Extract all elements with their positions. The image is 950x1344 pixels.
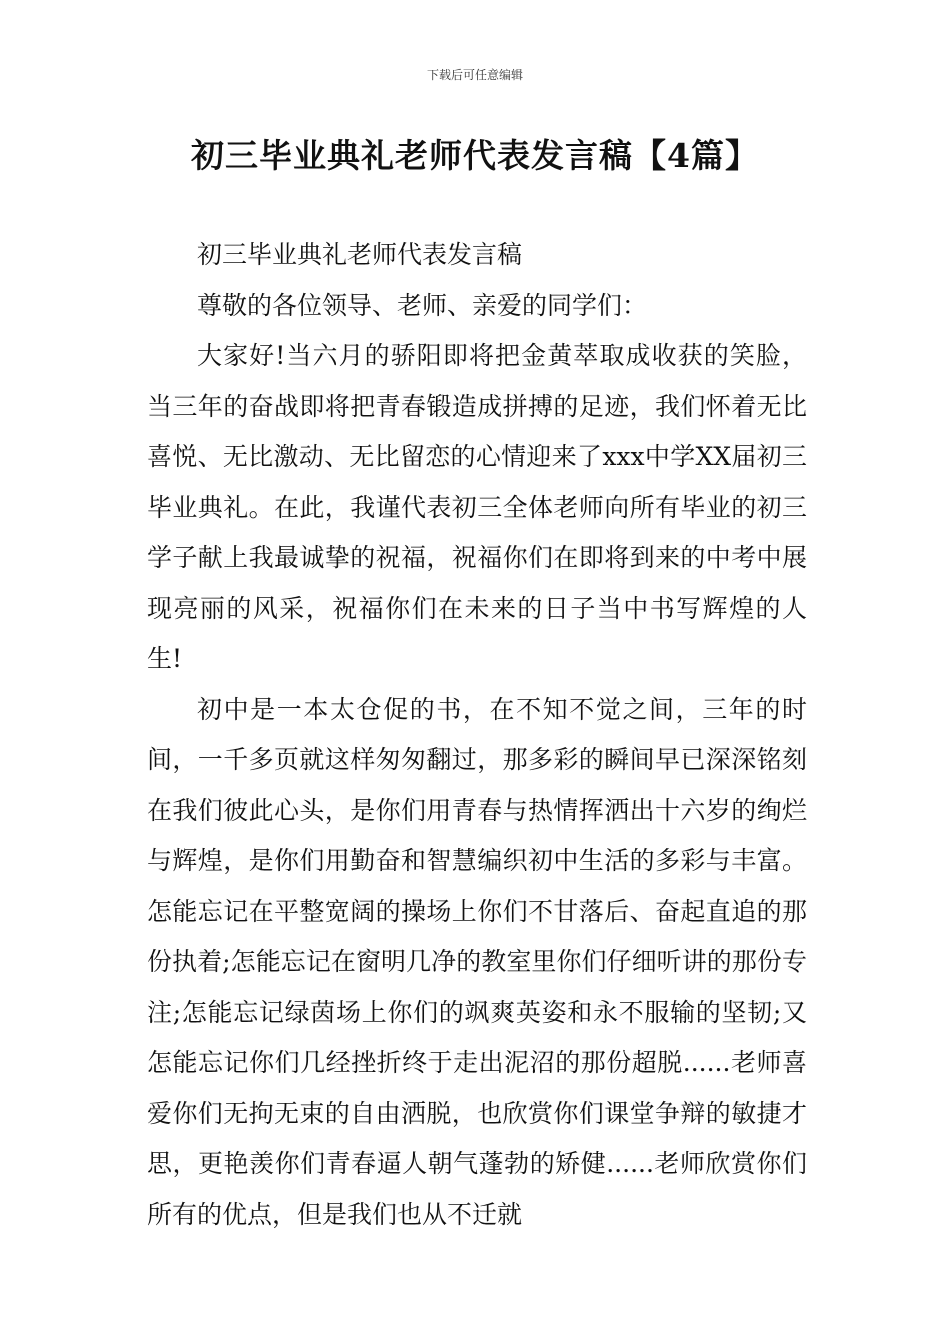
body-paragraph: 初中是一本太仓促的书，在不知不觉之间，三年的时间，一千多页就这样匆匆翻过，那多彩的瞬间早已深深铭刻在我们彼此心头，是你们用青春与热情挥洒出十六岁的绚烂与辉煌，是你们用勤奋和智慧编织初中生活的多彩与丰富。怎能忘记在平整宽阔的操场上你们不甘落后、奋起直追的那份执着;怎能忘记在窗明几净的教室里你们仔细听讲的那份专注;怎能忘记绿茵场上你们的飒爽英姿和永不服输的坚韧;又怎能忘记你们几经挫折终于走出泥沼的那份超脱......老师喜爱你们无拘无束的自由洒脱，也欣赏你们课堂争辩的敏捷才思，更艳羡你们青春逼人朝气蓬勃的矫健......老师欣赏你们所有的优点，但是我们也从不迁就 [147,694,807,1229]
document-title: 初三毕业典礼老师代表发言稿【4篇】 [191,136,759,175]
body-paragraph: 大家好!当六月的骄阳即将把金黄萃取成收获的笑脸，当三年的奋战即将把青春锻造成拼搏的足迹，我们怀着无比喜悦、无比激动、无比留恋的心情迎来了xxx中学XX届初三毕业典礼。在此，我谨代表初三全体老师向所有毕业的初三学子献上我最诚挚的祝福，祝福你们在即将到来的中考中展现亮丽的风采，祝福你们在未来的日子当中书写辉煌的人生! [147,341,807,673]
salutation-paragraph: 尊敬的各位领导、老师、亲爱的同学们： [197,290,648,320]
header-note: 下载后可任意编辑 [426,68,523,82]
subtitle-paragraph: 初三毕业典礼老师代表发言稿 [197,240,523,269]
document-body [147,230,807,1240]
